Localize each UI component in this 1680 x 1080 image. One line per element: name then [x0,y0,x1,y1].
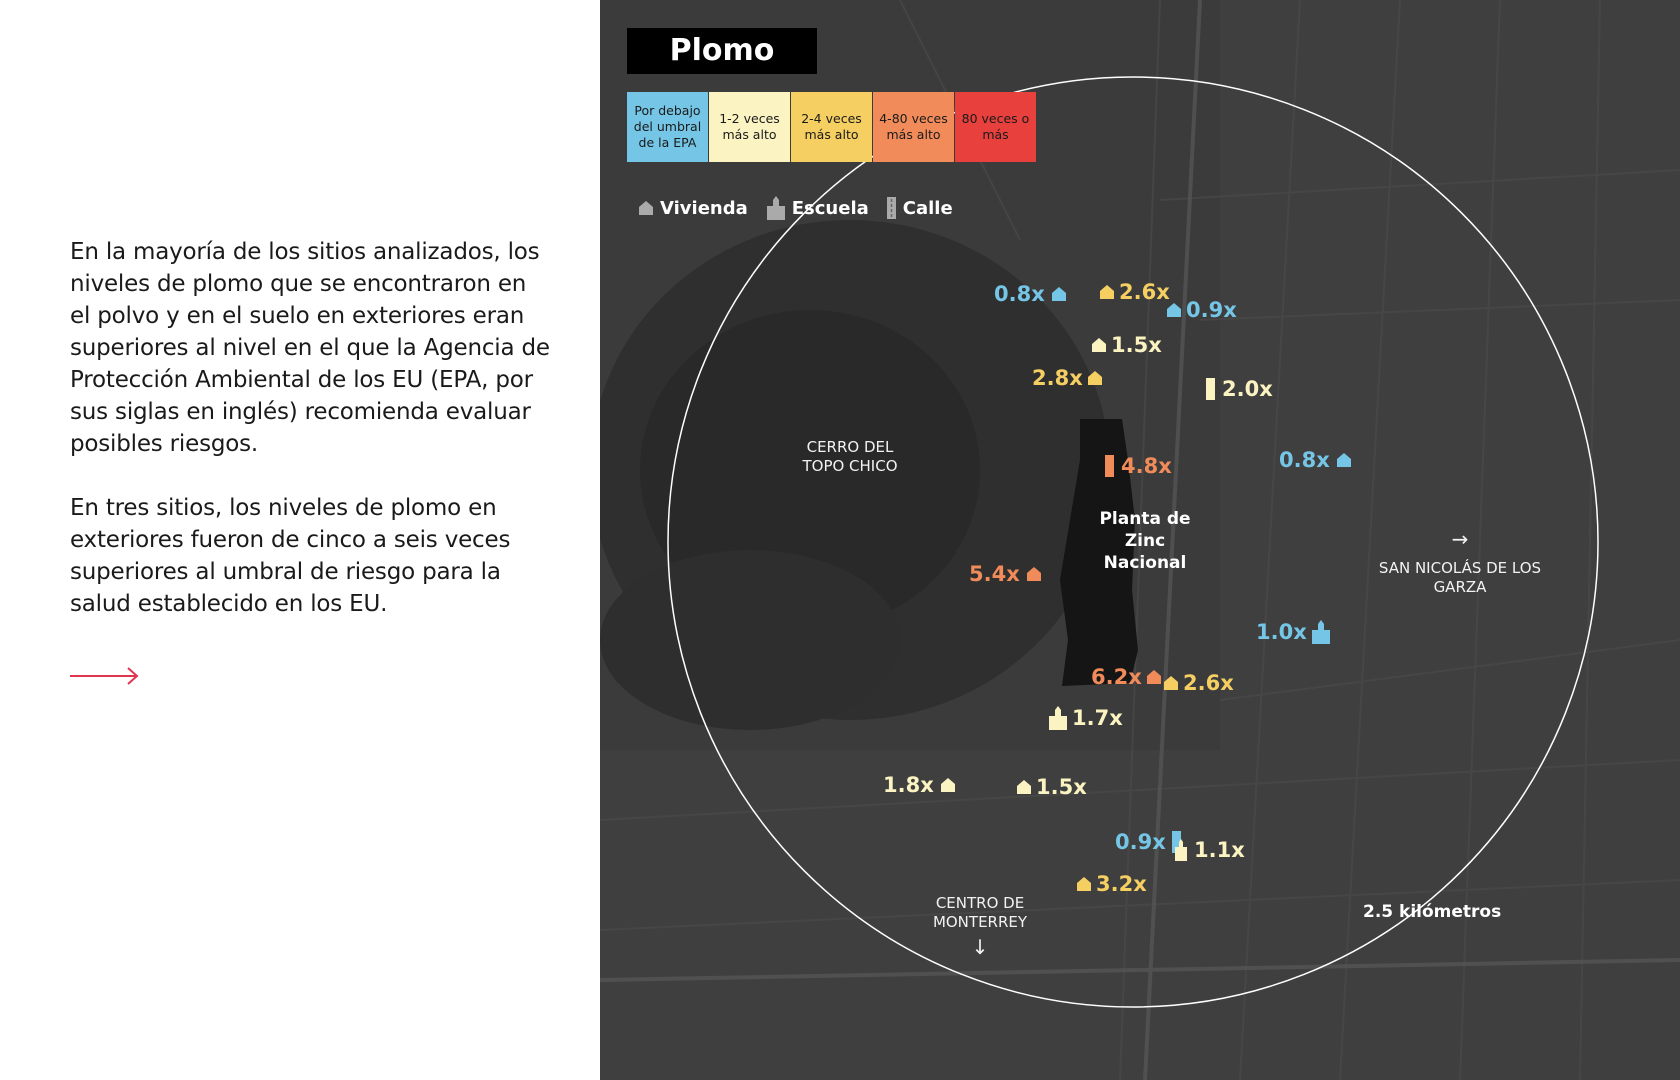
site-marker[interactable] [1032,366,1103,390]
house-icon [1026,566,1042,582]
article-paragraph-1: En la mayoría de los sitios analizados, los niveles de plomo que se encontraron en el polvo y en el suelo en exteriores eran superiores al nivel en el que la Agencia de Protección Ambiental de los EU (EPA, por sus siglas en inglés) recomienda evaluar posibles riesgos. [70,239,550,457]
site-value: 1.7x [1072,706,1123,730]
site-value: 1.1x [1194,838,1245,862]
site-value: 1.5x [1111,333,1162,357]
area-label-centro: CENTRO DE MONTERREY [932,894,1028,931]
site-value: 2.6x [1119,280,1170,304]
plant-label: Planta de Zinc Nacional [1099,509,1191,573]
street-icon [887,197,897,219]
house-icon [1091,337,1107,353]
lead-map [600,0,1680,1080]
type-calle [887,197,953,219]
house-icon [1146,669,1162,685]
scale-label: 2.5 kilómetros [1363,902,1502,922]
legend-item-1-2x: 1-2 veces más alto [709,92,790,162]
site-value: 4.8x [1121,454,1172,478]
house-icon [940,777,956,793]
house-icon [638,200,654,216]
type-escuela-label: Escuela [791,197,869,219]
site-value: 0.9x [1115,830,1166,854]
area-label-san-nicolas: SAN NICOLÁS DE LOS GARZA [1378,559,1542,596]
school-icon [1048,706,1068,730]
site-value: 0.8x [994,282,1045,306]
house-icon [1051,286,1067,302]
site-value: 1.8x [883,773,934,797]
site-marker[interactable] [1076,872,1147,896]
site-marker[interactable] [1105,454,1172,478]
site-value: 1.5x [1036,775,1087,799]
site-value: 5.4x [969,562,1020,586]
map-title: Plomo [627,28,817,74]
house-icon [1076,876,1092,892]
type-vivienda [638,198,748,219]
site-marker[interactable] [969,562,1042,586]
legend-item-80x-plus: 80 veces o más [955,92,1036,162]
site-marker[interactable] [1279,448,1352,472]
site-value: 3.2x [1096,872,1147,896]
site-marker[interactable] [1099,280,1170,304]
house-icon [1099,284,1115,300]
site-marker[interactable] [1163,671,1234,695]
right-arrow-icon[interactable] [70,661,140,691]
site-marker[interactable] [1048,706,1123,730]
legend-item-4-80x: 4-80 veces más alto [873,92,954,162]
site-marker[interactable] [994,282,1067,306]
site-value: 6.2x [1091,665,1142,689]
site-value: 0.9x [1186,298,1237,322]
site-marker[interactable] [1115,830,1182,854]
area-label-centro-arrow: ↓ [971,935,989,959]
site-value: 2.6x [1183,671,1234,695]
site-marker[interactable] [1016,775,1087,799]
site-marker[interactable] [1091,333,1162,357]
legend-item-2-4x: 2-4 veces más alto [791,92,872,162]
site-value: 2.0x [1222,377,1273,401]
school-icon [1174,839,1188,861]
site-marker[interactable] [1256,620,1331,644]
house-icon [1336,452,1352,468]
street-icon [1206,378,1216,400]
house-icon [1016,779,1032,795]
house-icon [1087,370,1103,386]
area-label-san-nicolas-arrow: → [1451,527,1469,551]
site-marker[interactable] [1166,298,1237,322]
site-value: 2.8x [1032,366,1083,390]
school-icon [1311,620,1331,644]
type-vivienda-label: Vivienda [660,197,748,219]
article-panel [0,0,600,1080]
site-marker[interactable] [883,773,956,797]
street-icon [1105,455,1115,477]
site-type-legend [638,196,971,220]
type-calle-label: Calle [902,197,953,219]
house-icon [1163,675,1179,691]
color-legend [627,92,1037,162]
site-marker[interactable] [1174,838,1245,862]
site-value: 0.8x [1279,448,1330,472]
site-marker[interactable] [1091,665,1162,689]
school-icon [766,196,786,220]
legend-item-below-threshold: Por debajo del umbral de la EPA [627,92,708,162]
site-value: 1.0x [1256,620,1307,644]
house-icon [1166,302,1182,318]
type-escuela [766,196,869,220]
article-paragraph-2: En tres sitios, los niveles de plomo en exteriores fueron de cinco a seis veces superiores al umbral de riesgo para la salud establecido en los EU. [70,495,511,617]
area-label-topo-chico: CERRO DEL TOPO CHICO [802,438,898,475]
site-marker[interactable] [1206,377,1273,401]
